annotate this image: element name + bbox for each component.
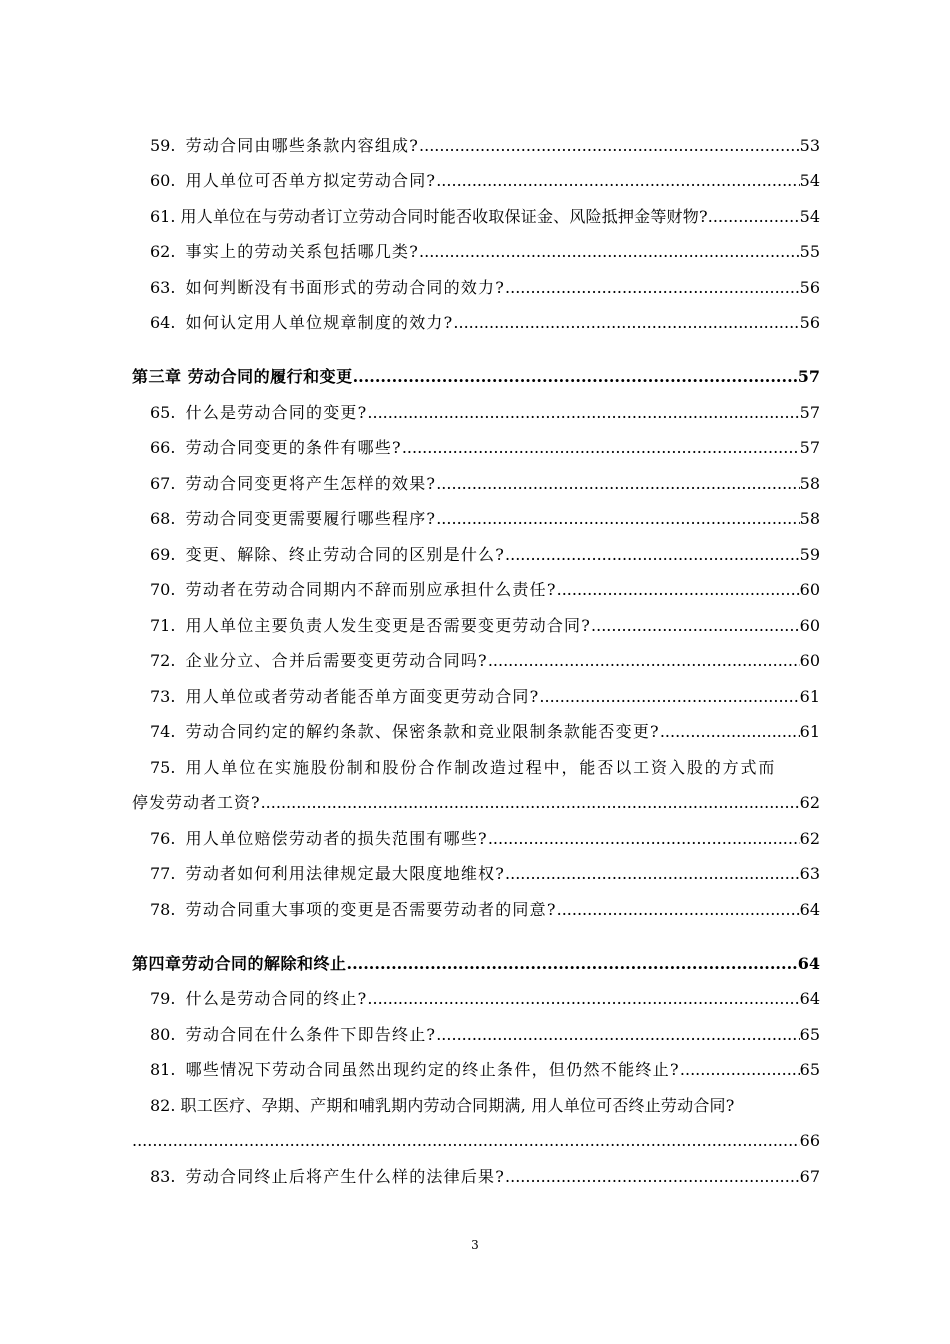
toc-entry-number: 66.: [150, 438, 176, 457]
dot-leader: [419, 136, 800, 156]
dot-leader: [419, 242, 800, 262]
dot-leader: [436, 474, 799, 494]
toc-entry-page: 61: [799, 686, 820, 706]
toc-entry-page: 60: [799, 651, 820, 670]
toc-entry[interactable]: [132, 156, 820, 192]
toc-entry[interactable]: [132, 262, 820, 298]
chapter-page: 64: [797, 953, 820, 973]
toc-entry[interactable]: [132, 565, 820, 601]
toc-entry-title: 什么是劳动合同的终止?: [185, 989, 368, 1008]
toc-entry-page: 53: [799, 135, 820, 155]
toc-entry-number: 59.: [150, 135, 176, 155]
dot-leader: [680, 1060, 800, 1080]
toc-entry-number: 81.: [150, 1060, 176, 1079]
toc-entry-title: 用人单位可否单方拟定劳动合同?: [185, 171, 437, 190]
toc-entry[interactable]: [132, 671, 820, 707]
toc-entry-page: 61: [799, 722, 820, 741]
toc-entry-page: 57: [799, 438, 820, 457]
toc-entry-page: 54: [799, 206, 820, 226]
dot-leader: [367, 989, 799, 1009]
dot-leader: [557, 580, 800, 600]
toc-chapter-heading[interactable]: [132, 333, 820, 387]
toc-entry-number: 79.: [150, 989, 176, 1008]
toc-entry-page: 65: [799, 1060, 820, 1079]
toc-entry-title: 劳动合同变更的条件有哪些?: [185, 438, 402, 457]
toc-entry-number: 61.: [150, 206, 176, 226]
toc-entry[interactable]: [132, 813, 820, 849]
toc-entry-line2[interactable]: [132, 1116, 820, 1152]
toc-entry-title: 用人单位主要负责人发生变更是否需要变更劳动合同?: [185, 615, 592, 635]
toc-entry-title: 什么是劳动合同的变更?: [185, 402, 368, 422]
toc-entry-number: 74.: [150, 722, 176, 741]
toc-entry[interactable]: [132, 494, 820, 530]
toc-entry-page: 64: [799, 989, 820, 1008]
toc-chapter-heading[interactable]: [132, 920, 820, 974]
toc-entry-title: 劳动合同变更将产生怎样的效果?: [185, 473, 437, 493]
dot-leader: [436, 1025, 799, 1045]
toc-entry-page: 65: [799, 1024, 820, 1044]
toc-entry-page: 60: [799, 580, 820, 599]
toc-entry-number: 70.: [150, 580, 176, 599]
toc-entry-title: 企业分立、合并后需要变更劳动合同吗?: [185, 651, 488, 670]
toc-entry-page: 60: [799, 615, 820, 635]
toc-entry-page: 59: [799, 544, 820, 564]
toc-entry-title: 哪些情况下劳动合同虽然出现约定的终止条件，但仍然不能终止?: [185, 1060, 680, 1079]
toc-entry-page: 56: [799, 313, 820, 332]
dot-leader: [132, 1131, 800, 1151]
toc-entry-page: 57: [799, 402, 820, 422]
toc-entry-title: 劳动合同由哪些条款内容组成?: [185, 135, 420, 155]
toc-entry-line1[interactable]: [132, 1080, 820, 1116]
toc-entry[interactable]: [132, 227, 820, 263]
toc-entry-number: 64.: [150, 313, 176, 332]
dot-leader: [660, 722, 800, 742]
toc-entry-page: 56: [799, 277, 820, 297]
toc-entry-page: 67: [799, 1166, 820, 1186]
toc-entry-number: 78.: [150, 899, 176, 919]
toc-entry-number: 83.: [150, 1166, 176, 1186]
toc-entry[interactable]: [132, 191, 820, 227]
toc-entry-title-continued: 停发劳动者工资?: [132, 793, 261, 812]
dot-leader: [505, 545, 800, 565]
toc-entry-number: 68.: [150, 509, 176, 528]
chapter-title: 第四章劳动合同的解除和终止: [132, 953, 347, 973]
toc-entry-title: 如何认定用人单位规章制度的效力?: [185, 313, 454, 332]
toc-entry-page: 62: [799, 793, 820, 812]
dot-leader: [367, 403, 799, 423]
toc-entry[interactable]: [132, 423, 820, 459]
dot-leader: [505, 278, 800, 298]
toc-entry-number: 75.: [150, 757, 176, 777]
dot-leader: [436, 171, 799, 191]
toc-entry-page: 58: [799, 509, 820, 528]
dot-leader: [353, 367, 798, 387]
dot-leader: [505, 1167, 800, 1187]
toc-entry[interactable]: [132, 636, 820, 672]
dot-leader: [453, 313, 799, 333]
toc-entry-number: 77.: [150, 864, 176, 883]
toc-entry-title: 职工医疗、孕期、产期和哺乳期内劳动合同期满, 用人单位可否终止劳动合同?: [180, 1095, 735, 1115]
toc-entry-number: 82.: [150, 1095, 176, 1115]
toc-entry-page: 54: [799, 171, 820, 190]
toc-entry[interactable]: [132, 120, 820, 156]
toc-entry-title: 用人单位在实施股份制和股份合作制改造过程中，能否以工资入股的方式而: [185, 757, 777, 777]
dot-leader: [347, 954, 798, 974]
toc-entry-line2[interactable]: [132, 778, 820, 814]
toc-entry-title: 事实上的劳动关系包括哪几类?: [185, 242, 420, 261]
dot-leader: [505, 864, 800, 884]
toc-entry[interactable]: [132, 298, 820, 334]
dot-leader: [436, 509, 799, 529]
dot-leader: [708, 207, 800, 227]
toc-entry[interactable]: [132, 849, 820, 885]
toc-entry-title: 劳动者如何利用法律规定最大限度地维权?: [185, 864, 506, 883]
toc-entry-number: 67.: [150, 473, 176, 493]
toc-entry[interactable]: [132, 1045, 820, 1081]
dot-leader: [402, 438, 800, 458]
dot-leader: [539, 687, 799, 707]
toc-entry[interactable]: [132, 884, 820, 920]
dot-leader: [488, 651, 800, 671]
toc-entry-number: 80.: [150, 1024, 176, 1044]
toc-entry-title: 用人单位赔偿劳动者的损失范围有哪些?: [185, 828, 488, 848]
toc-entry-number: 76.: [150, 828, 176, 848]
toc-entry[interactable]: [132, 974, 820, 1010]
toc-entry-page: 64: [799, 899, 820, 919]
toc-entry[interactable]: [132, 1151, 820, 1187]
toc-entry[interactable]: [132, 600, 820, 636]
toc-entry[interactable]: [132, 707, 820, 743]
toc-entry-number: 71.: [150, 615, 176, 635]
toc-entry-title: 用人单位在与劳动者订立劳动合同时能否收取保证金、风险抵押金等财物?: [180, 206, 708, 226]
toc-entry[interactable]: [132, 529, 820, 565]
toc-entry[interactable]: [132, 387, 820, 423]
toc-entry-number: 63.: [150, 277, 176, 297]
page-number: 3: [471, 1238, 479, 1252]
toc-entry-title: 用人单位或者劳动者能否单方面变更劳动合同?: [185, 686, 540, 706]
toc-entry-number: 73.: [150, 686, 176, 706]
toc-entry-page: 62: [799, 828, 820, 848]
toc-entry-page: 63: [799, 864, 820, 883]
dot-leader: [261, 793, 800, 813]
toc-entry-title: 劳动合同终止后将产生什么样的法律后果?: [185, 1166, 506, 1186]
table-of-contents: [132, 120, 820, 1187]
toc-entry-page: 58: [799, 473, 820, 493]
toc-entry-title: 变更、解除、终止劳动合同的区别是什么?: [185, 544, 506, 564]
chapter-page: 57: [797, 367, 820, 386]
dot-leader: [488, 829, 800, 849]
toc-entry[interactable]: [132, 1009, 820, 1045]
toc-entry-title: 劳动合同变更需要履行哪些程序?: [185, 509, 437, 528]
toc-entry-page: 66: [799, 1131, 820, 1150]
toc-entry-number: 65.: [150, 402, 176, 422]
toc-entry-title: 劳动合同约定的解约条款、保密条款和竞业限制条款能否变更?: [185, 722, 660, 741]
toc-entry-title: 劳动合同重大事项的变更是否需要劳动者的同意?: [185, 899, 557, 919]
toc-entry-title: 如何判断没有书面形式的劳动合同的效力?: [185, 277, 506, 297]
toc-entry-title: 劳动者在劳动合同期内不辞而别应承担什么责任?: [185, 580, 557, 599]
toc-entry-page: 55: [799, 242, 820, 261]
toc-entry[interactable]: [132, 458, 820, 494]
toc-entry-title: 劳动合同在什么条件下即告终止?: [185, 1024, 437, 1044]
dot-leader: [557, 900, 800, 920]
toc-entry-number: 69.: [150, 544, 176, 564]
chapter-title: 第三章 劳动合同的履行和变更: [132, 367, 353, 386]
dot-leader: [591, 616, 800, 636]
toc-entry-number: 72.: [150, 651, 176, 670]
toc-entry-line1[interactable]: [132, 742, 820, 778]
toc-entry-number: 60.: [150, 171, 176, 190]
toc-entry-number: 62.: [150, 242, 176, 261]
